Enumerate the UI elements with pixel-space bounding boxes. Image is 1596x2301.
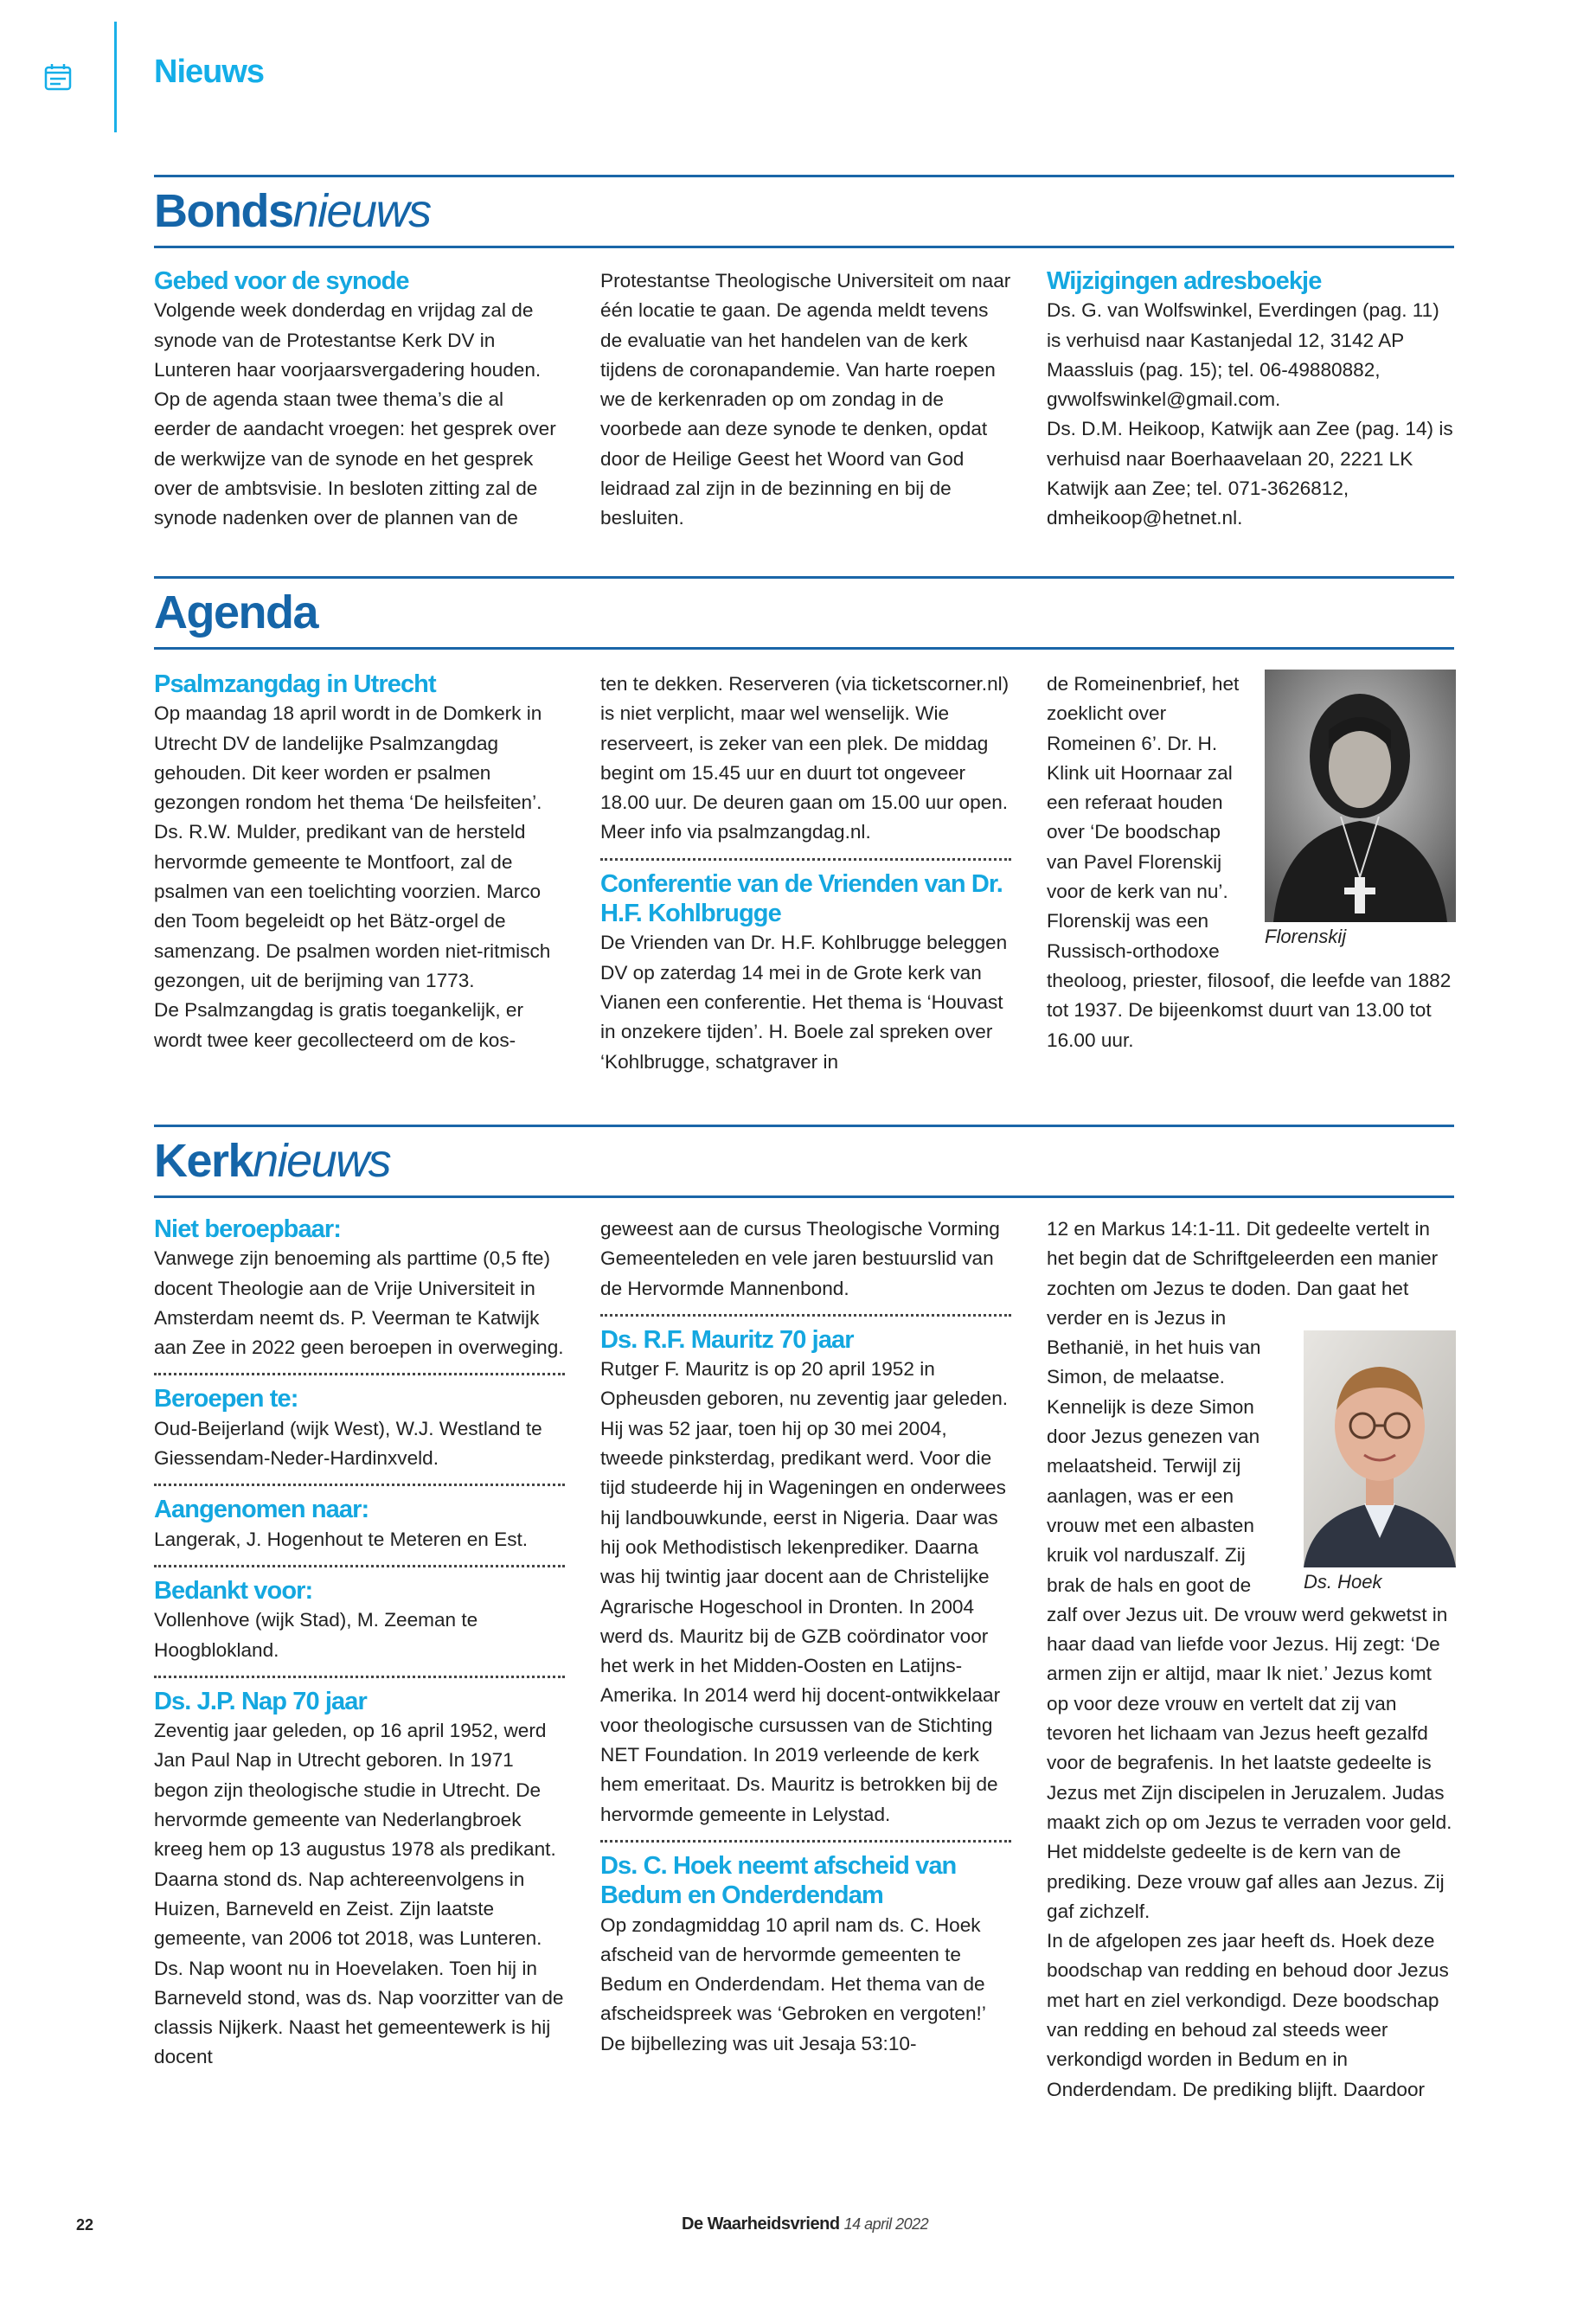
- title-bold: Agenda: [154, 586, 318, 638]
- rule: [154, 175, 1454, 177]
- footer-publication: [682, 2214, 928, 2234]
- magazine-name: De Waarheidsvriend: [682, 2214, 840, 2234]
- article-text: De Vrienden van Dr. H.F. Kohlbrugge beleggen DV op zaterdag 14 mei in de Grote kerk van Vianen een conferentie. Het thema is ‘Houvast in onzekere tijden’. H. Boele zal spreken over ‘Kohlbrugge, schatgraver in: [600, 932, 1008, 1073]
- article-text: Vanwege zijn benoeming als parttime (0,5 fte) docent Theologie aan de Vrije Universiteit in Amsterdam neemt ds. P. Veerman te Katwijk aan Zee in 2022 geen beroepen in overweging.: [154, 1247, 564, 1359]
- agenda-columns: [154, 670, 1454, 1077]
- article-text: Oud-Beijerland (wijk West), W.J. Westland te Giessendam-Neder-Hardinxveld.: [154, 1417, 542, 1470]
- page-number: 22: [76, 2216, 94, 2234]
- dotted-divider: [600, 1840, 1011, 1843]
- title-bold: Kerk: [154, 1135, 253, 1187]
- dotted-divider: [154, 1565, 565, 1567]
- section-title-bondsnieuws: [154, 185, 431, 237]
- article-text: Vollenhove (wijk Stad), M. Zeeman te Hoogblokland.: [154, 1609, 478, 1661]
- dotted-divider: [600, 858, 1011, 861]
- column: [600, 670, 1011, 1077]
- article-text: Op zondagmiddag 10 april nam ds. C. Hoek afscheid van de hervormde gemeenten te Bedum en Onderdendam. Het thema van de afscheidspreek was ‘Gebroken en vergoten!’ De bijbellezing was uit Jesaja 53:10-: [600, 1913, 986, 2054]
- article-heading: Aangenomen naar:: [154, 1496, 369, 1524]
- section-title-agenda: [154, 586, 317, 638]
- photo-caption: Florenskij: [1265, 926, 1347, 947]
- article-text: geweest aan de cursus Theologische Vorming Gemeenteleden en vele jaren bestuurslid van de Hervormde Mannenbond.: [600, 1218, 1000, 1299]
- article-heading: Beroepen te:: [154, 1385, 298, 1413]
- rule: [154, 647, 1454, 650]
- rule: [154, 1125, 1454, 1127]
- column: [600, 1215, 1011, 2105]
- dotted-divider: [154, 1484, 565, 1486]
- portrait-image: [1304, 1330, 1456, 1567]
- title-bold: Bonds: [154, 185, 293, 237]
- section-kicker: Nieuws: [154, 54, 265, 90]
- article-text: Rutger F. Mauritz is op 20 april 1952 in Opheusden geboren, nu zeventig jaar geleden. Hij was 52 jaar, toen hij op 30 mei 2004, tweede pinksterdag, predikant werd. Voor die tijd studeerde hij in Wageningen en onderwees hij landbouwkunde, eerst in Nigeria. Daar was hij ook Methodistisch lekenprediker. Daarna was hij twintig jaar docent aan de Christelijke Agrarische Hogeschool in Dronten. In 2004 werd ds. Mauritz bij de GZB coördinator voor het werk in het Midden-Oosten en Latijns-Amerika. In 2014 werd hij docent-ontwikkelaar voor theologische cursussen van de Stichting NET Foundation. In 2019 verleende de kerk hem emeritaat. Ds. Mauritz is betrokken bij de hervormde gemeente in Lelystad.: [600, 1358, 1009, 1825]
- article-text: De Psalmzangdag is gratis toegankelijk, er wordt twee keer gecollecteerd om de kos-: [154, 999, 523, 1051]
- rule: [154, 246, 1454, 248]
- title-italic: nieuws: [292, 185, 431, 237]
- column: [154, 1215, 565, 2105]
- photo-caption: Ds. Hoek: [1304, 1571, 1382, 1593]
- article-heading: Bedankt voor:: [154, 1576, 313, 1605]
- kerknieuws-columns: [154, 1215, 1454, 2105]
- article-text: Ds. G. van Wolfswinkel, Everdingen (pag. 11) is verhuisd naar Kastanjedal 12, 3142 AP Maassluis (pag. 15); tel. 06-49880882, gvwolfswinkel@gmail.com.: [1047, 299, 1439, 411]
- article-text: In de afgelopen zes jaar heeft ds. Hoek deze boodschap van redding en behoud door Jezus met hart en ziel verkondigd. Deze boodschap van redding en behoud zal steeds weer verkondigd worden in Bedum en in Onderdendam. De prediking blijft. Daardoor: [1047, 1930, 1449, 2100]
- photo-ds-hoek: [1292, 1330, 1456, 1597]
- article-text: Protestantse Theologische Universiteit om naar één locatie te gaan. De agenda meldt tevens de evaluatie van het handelen van de kerk tijdens de coronapandemie. Van harte roepen we de kerkenraden op om zondag in de voorbede aan deze synode te denken, opdat door de Heilige Geest het Woord van God leidraad zal zijn in de bezinning en bij de besluiten.: [600, 270, 1011, 529]
- article-text: Zeventig jaar geleden, op 16 april 1952, werd Jan Paul Nap in Utrecht geboren. In 1971 begon zijn theologische studie in Utrecht. De hervormde gemeente van Nederlangbroek kreeg hem op 13 augustus 1978 als predikant. Daarna stond ds. Nap achtereenvolgens in Huizen, Barneveld en Zeist. Zijn laatste gemeente, van 2006 tot 2018, was Lunteren. Ds. Nap woont nu in Hoevelaken. Toen hij in Barneveld stond, was ds. Nap voorzitter van de classis Nijkerk. Naast het gemeentewerk is hij docent: [154, 1720, 564, 2068]
- section-title-kerknieuws: [154, 1135, 390, 1187]
- article-heading: Wijzigingen adresboekje: [1047, 267, 1322, 295]
- article-text: Op maandag 18 april wordt in de Domkerk in Utrecht DV de landelijke Psalmzangdag gehouden. Dit keer worden er psalmen gezongen rondom het thema ‘De heilsfeiten’. Ds. R.W. Mulder, predikant van de hersteld hervormde gemeente te Montfoort, zal de psalmen van een toelichting voorzien. Marco den Toom begeleidt op het Bätz-orgel de samenzang. De psalmen worden niet-ritmisch gezongen, uit de berijming van 1773.: [154, 702, 551, 991]
- article-heading: Ds. C. Hoek neemt afscheid van Bedum en Onderdendam: [600, 1851, 957, 1910]
- dotted-divider: [154, 1676, 565, 1678]
- dotted-divider: [600, 1314, 1011, 1317]
- title-italic: nieuws: [253, 1135, 391, 1187]
- column: [1047, 670, 1456, 1077]
- column: [154, 670, 565, 1077]
- article-heading: Conferentie van de Vrienden van Dr. H.F. Kohlbrugge: [600, 869, 1003, 928]
- article-text: ten te dekken. Reserveren (via ticketscorner.nl) is niet verplicht, maar wel wenselijk. Wie reserveert, is zeker van een plek. De middag begint om 15.45 uur en duurt tot ongeveer 18.00 uur. De deuren gaan om 15.00 uur open. Meer info via psalmzangdag.nl.: [600, 673, 1010, 843]
- article-text: Volgende week donderdag en vrijdag zal de synode van de Protestantse Kerk DV in Lunteren haar voorjaarsvergadering houden. Op de agenda staan twee thema’s die al eerder de aandacht vroegen: het gesprek over de werkwijze van de synode en het gesprek over de ambtsvisie. In besloten zitting zal de synode nadenken over de plannen van de: [154, 299, 556, 529]
- rule: [154, 1195, 1454, 1198]
- article-heading: Ds. R.F. Mauritz 70 jaar: [600, 1325, 854, 1354]
- article-heading: Niet beroepbaar:: [154, 1215, 342, 1243]
- issue-date: 14 april 2022: [843, 2215, 929, 2233]
- rule: [154, 576, 1454, 579]
- column: [1047, 266, 1456, 534]
- column: [154, 266, 565, 534]
- column: [600, 266, 1011, 534]
- dotted-divider: [154, 1373, 565, 1375]
- article-text: Langerak, J. Hogenhout te Meteren en Est.: [154, 1528, 529, 1550]
- header-divider: [114, 22, 117, 132]
- article-heading: Psalmzangdag in Utrecht: [154, 670, 436, 698]
- article-text: de Romeinenbrief, het zoeklicht over Romeinen 6’. Dr. H. Klink uit Hoornaar zal een referaat houden over ‘De boodschap van Pavel Florenskij voor de kerk van nu’. Florenskij was een Russisch-orthodoxe theoloog, priester, filosoof, die leefde van 1882 tot 1937. De bijeenkomst duurt van 13.00 tot 16.00 uur.: [1047, 673, 1452, 1051]
- article-text: 12 en Markus 14:1-11. Dit gedeelte vertelt in het begin dat de Schriftgeleerden een manier zochten om Jezus te doden. Dan gaat het verder en is Jezus in Bethanië, in het huis van Simon, de melaatse. Kennelijk is deze Simon door Jezus genezen van melaatsheid. Terwijl zij aanlagen, was er een vrouw met een albasten kruik vol narduszalf. Zij brak de hals en goot de zalf over Jezus uit. De vrouw werd gekwetst in haar daad van liefde voor Jezus. Hij zegt: ‘De armen zijn er altijd, maar Ik niet.’ Jezus komt op voor deze vrouw en vertelt dat zij van tevoren het lichaam van Jezus heeft gezalfd voor de begrafenis. In het laatste gedeelte is Jezus met Zijn discipelen in Jeruzalem. Judas maakt zich op om Jezus te verraden voor geld. Het middelste gedeelte is de kern van de prediking. Deze vrouw gaf alles aan Jezus. Zij gaf zichzelf.: [1047, 1218, 1452, 1922]
- calendar-icon: [43, 62, 73, 92]
- bondsnieuws-columns: [154, 266, 1454, 534]
- portrait-image: [1265, 670, 1456, 922]
- article-heading: Gebed voor de synode: [154, 267, 409, 295]
- article-text: Ds. D.M. Heikoop, Katwijk aan Zee (pag. 14) is verhuisd naar Boerhaavelaan 20, 2221 LK Katwijk aan Zee; tel. 071-3626812, dmheikoop@hetnet.nl.: [1047, 418, 1453, 529]
- article-heading: Ds. J.P. Nap 70 jaar: [154, 1687, 367, 1715]
- photo-florenskij: [1253, 670, 1456, 952]
- column: [1047, 1215, 1456, 2105]
